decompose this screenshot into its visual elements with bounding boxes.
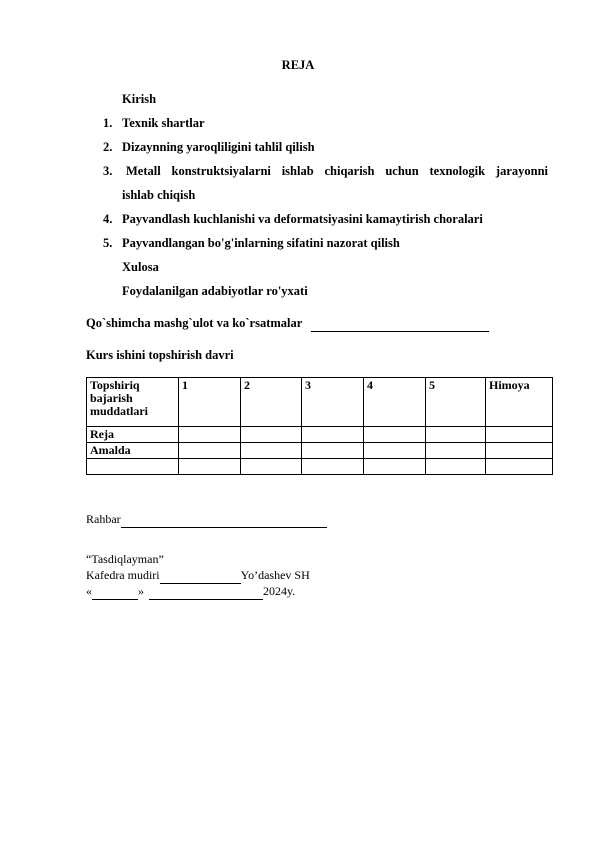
supervisor-signature-line [121, 512, 327, 528]
schedule-header-row [87, 378, 553, 427]
plan-item-text: Payvandlangan bo'g'inlarning sifatini nazorat qilish [122, 236, 400, 250]
head-name: Yo’dashev SH [240, 568, 310, 582]
schedule-header-cell: Himoya [486, 378, 553, 427]
table-cell [179, 427, 241, 443]
table-cell [426, 459, 486, 475]
schedule-header-cell: 1 [179, 378, 241, 427]
plan-item-continuation: ishlab chiqish [122, 188, 196, 202]
plan-item-number: 2. [103, 140, 113, 154]
table-cell [302, 443, 364, 459]
plan-intro: Kirish [122, 92, 157, 106]
schedule-row-actual [87, 443, 553, 459]
schedule-header-cell: 5 [426, 378, 486, 427]
table-cell [486, 459, 553, 475]
page-title: REJA [281, 58, 315, 72]
head-label: Kafedra mudiri [86, 568, 160, 582]
table-cell [241, 443, 302, 459]
plan-item-text: Texnik shartlar [122, 116, 205, 130]
table-cell [241, 427, 302, 443]
table-cell [179, 443, 241, 459]
table-cell [364, 427, 426, 443]
schedule-row-plan [87, 427, 553, 443]
table-cell [486, 443, 553, 459]
table-cell [426, 427, 486, 443]
plan-item-text: Payvandlash kuchlanishi va deformatsiyasini kamaytirish choralari [122, 212, 483, 226]
extra-instructions-line [311, 316, 489, 332]
table-cell [364, 443, 426, 459]
table-cell [179, 459, 241, 475]
schedule-header-cell: 3 [302, 378, 364, 427]
schedule-header-cell: 2 [241, 378, 302, 427]
plan-item-number: 1. [103, 116, 113, 130]
plan-item-number: 3. [103, 164, 113, 178]
table-cell [302, 459, 364, 475]
supervisor-line [86, 512, 327, 528]
table-cell: Reja [87, 427, 179, 443]
plan-item-number: 4. [103, 212, 113, 226]
schedule-header-cell: Topshiriq bajarish muddatlari [87, 378, 179, 427]
extra-instructions [86, 316, 489, 332]
schedule-row-empty [87, 459, 553, 475]
plan-item-text: Dizaynning yaroqliligini tahlil qilish [122, 140, 315, 154]
date-line [86, 584, 295, 600]
quote-close: » [138, 584, 144, 598]
head-signature-line [160, 568, 241, 584]
approval-text: “Tasdiqlayman” [86, 552, 164, 566]
table-cell [486, 427, 553, 443]
plan-item-text: Metall konstruktsiyalarni ishlab chiqarish uchun texnologik jarayonni [126, 164, 548, 178]
year-text: 2024y. [263, 584, 296, 598]
schedule-header-cell: 4 [364, 378, 426, 427]
quote-open: « [86, 584, 92, 598]
month-blank [149, 584, 263, 600]
plan-references: Foydalanilgan adabiyotlar ro'yxati [122, 284, 308, 298]
schedule-heading: Kurs ishini topshirish davri [86, 348, 234, 362]
table-cell: Amalda [87, 443, 179, 459]
table-cell [241, 459, 302, 475]
head-line [86, 568, 310, 584]
table-cell [364, 459, 426, 475]
schedule-table [86, 377, 553, 475]
table-cell [302, 427, 364, 443]
supervisor-label: Rahbar [86, 512, 121, 526]
table-cell [87, 459, 179, 475]
day-blank [92, 584, 138, 600]
extra-instructions-label: Qo`shimcha mashg`ulot va ko`rsatmalar [86, 316, 303, 330]
table-cell [426, 443, 486, 459]
plan-conclusion: Xulosa [122, 260, 159, 274]
plan-item-number: 5. [103, 236, 113, 250]
